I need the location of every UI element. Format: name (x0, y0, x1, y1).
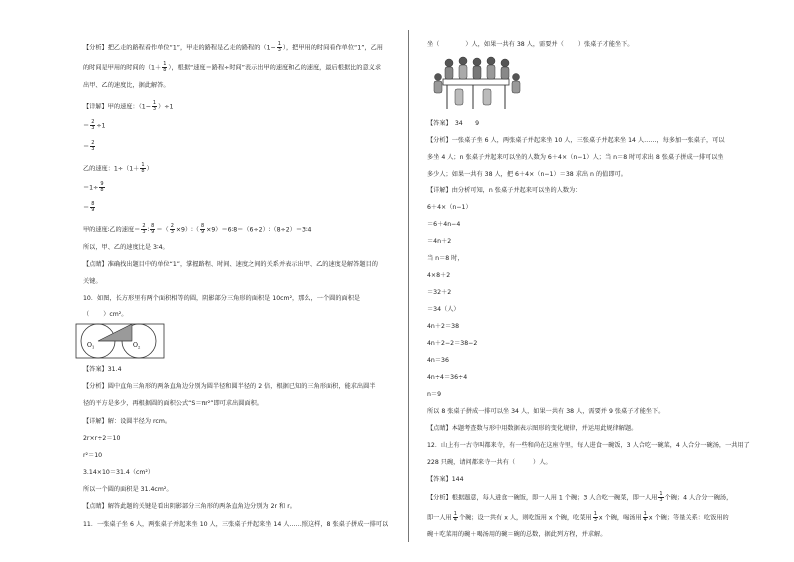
fraction (141, 224, 146, 235)
numerator: 8 (200, 223, 205, 229)
text: ×9）＝6∶8＝（6÷2）∶（8÷2）＝3∶4 (206, 226, 312, 234)
text: ）人，如果一共有 38 人，需要并（ (465, 41, 564, 48)
equation-line: 4n＋2＝38 (427, 323, 460, 330)
person-head (487, 57, 495, 65)
text: 即一人用 (427, 514, 452, 522)
shaded-triangle (98, 324, 132, 341)
text: ＝1÷ (83, 184, 99, 192)
numerator: 1 (163, 61, 167, 67)
numerator: 1 (643, 511, 647, 517)
fraction (140, 163, 145, 174)
denominator: 8 (100, 187, 104, 193)
table-top (443, 79, 509, 85)
text: ），把甲用的时间看作单位“1”，乙用 (282, 44, 383, 52)
text: x 个碗；等量关系：吃饭用的 (648, 514, 729, 522)
text: 【分析】根据题意，每人进食一碗饭，即一人用 1 个碗；3 人合吃一碗菜，即一人用 (427, 494, 658, 502)
equation-line: 4×8＋2 (427, 272, 451, 279)
equation-line: 4n÷4＝36÷4 (427, 374, 468, 381)
question-11-continued (427, 42, 634, 48)
label-o2: $O_2$ (133, 342, 141, 350)
text: ）张桌子才能坐下。 (577, 41, 634, 48)
equation-line: 4n＝36 (427, 357, 449, 364)
detail-line: 【详解】解：设圆半径为 rcm。 (83, 418, 172, 425)
numerator: 9 (100, 181, 104, 187)
fraction (658, 492, 663, 503)
equation-line: ＝4n＋2 (427, 238, 452, 245)
numerator: 1 (659, 491, 663, 497)
text: 228 只碗，请问都来寺一共有（ (427, 459, 516, 466)
denominator: 3 (91, 125, 95, 131)
denominator: 3 (91, 146, 95, 152)
numerator: 2 (91, 119, 95, 125)
text: 【详解】甲的速度：（1− (83, 103, 151, 111)
numerator: 1 (277, 41, 281, 47)
conclusion-line: 所以 8 张桌子拼成一排可以坐 34 人，如果一共有 38 人，需要并 9 张桌子才能坐下。 (427, 408, 665, 415)
numerator: 1 (152, 100, 157, 106)
denominator: 4 (643, 517, 647, 523)
fraction (593, 512, 598, 523)
equation-line (83, 163, 153, 174)
denominator: 3 (152, 106, 157, 112)
equation-line: 当 n＝8 时， (427, 255, 464, 262)
denominator: 3 (659, 497, 663, 503)
numerator: 1 (141, 162, 145, 168)
person-head (435, 74, 442, 81)
text: （ (83, 311, 90, 318)
numerator: 2 (91, 140, 95, 146)
equation-line: n＝9 (427, 391, 442, 398)
text: ÷1 (96, 122, 106, 130)
people-at-tables-illustration (433, 51, 521, 111)
question-11: 11．一张桌子坐 6 人，两张桌子并起来坐 10 人，三张桌子并起来坐 14 人……照这样，8 张桌子拼成一排可以 (83, 521, 389, 528)
equation-line: 3.14×10＝31.4（cm²） (83, 469, 155, 476)
analysis-line: 径的平方是多少，再根据圆的面积公式“S＝πr²”即可求出圆面积。 (83, 400, 263, 407)
numerator: 1 (453, 511, 457, 517)
text: ）cm²。 (103, 311, 128, 318)
person-head (445, 59, 453, 67)
question-12: 12．山上有一古寺叫都来寺，有一些和尚在这座寺里，每人进食一碗饭，3 人合吃一碗菜，4 人合分一碗汤，一共用了 (427, 442, 750, 449)
equation-line: r²＝10 (83, 452, 103, 459)
detail-line: 【详解】由分析可知，n 张桌子并起来可以坐的人数为： (427, 187, 582, 194)
answer-line: 【答案】 34 9 (427, 120, 480, 127)
person-body (459, 65, 467, 79)
analysis-line (427, 512, 729, 523)
fraction (200, 224, 205, 235)
text: ＝ (83, 122, 90, 130)
tip-line: 【点睛】准确找出题目中的单位“1”，掌握路程、时间、速度之间的关系并表示出甲、乙的速度是解答题目的 (83, 261, 378, 268)
question-10: 10．如图，长方形里有两个面积相等的圆，阴影部分三角形的面积是 10cm²，那么，一个圆的面积是 (83, 295, 361, 302)
text: ×9）∶（ (175, 226, 199, 234)
person-body (487, 65, 495, 79)
text: ＝ (83, 143, 90, 151)
text: 个碗；设一共有 x 人，则吃饭用 x 个碗，吃菜用 (458, 514, 592, 522)
person-head (501, 59, 509, 67)
equation-line (83, 120, 106, 131)
text: 的时间是甲用的时间的（1＋ (83, 64, 162, 72)
analysis-line: 出甲、乙的速度比，据此解答。 (83, 82, 170, 89)
denominator: 3 (170, 229, 174, 235)
person-body (501, 67, 509, 79)
text: 乙的速度：1÷（1＋ (83, 165, 140, 173)
person-body (473, 66, 481, 79)
label-o1: $O_1$ (87, 342, 95, 350)
tip-line: 【点睛】本题考查数与形中用数据表示图形的变化规律，并运用此规律解题。 (427, 425, 638, 432)
text: ∶ (147, 226, 150, 234)
text: 个碗；4 人合分一碗汤， (664, 494, 733, 502)
denominator: 3 (277, 47, 281, 53)
text: 坐（ (427, 41, 440, 48)
text: 【分析】把乙走的路程看作单位“1”，甲走的路程是乙走的路程的（1− (83, 44, 276, 52)
denominator: 9 (200, 229, 205, 235)
analysis-line: 多少人；如果一共有 38 人，把 6＋4×（n−1）＝38 求出 n 的值即可。 (427, 171, 627, 178)
fraction (90, 202, 95, 213)
analysis-line: 【分析】一张桌子坐 6 人，两张桌子并起来坐 10 人，三张桌子并起来坐 14 人……，每多加一张桌子，可以 (427, 137, 725, 144)
analysis-line (427, 492, 732, 503)
numerator: 8 (91, 201, 95, 207)
text: ＝ (83, 204, 90, 212)
denominator: 3 (593, 517, 597, 523)
answer-line: 【答案】144 (427, 476, 464, 483)
analysis-line: 碗＋吃菜用的碗＋喝汤用的碗＝碗的总数，据此列方程，并求解。 (427, 531, 607, 538)
person-body (483, 89, 491, 105)
equation-line: 4n＋2−2＝38−2 (427, 340, 478, 347)
person-body (445, 67, 453, 79)
two-circles-figure (75, 323, 167, 361)
text: ），根据“速度＝路程÷时间”表示出甲的速度和乙的速度，最后根据比的意义求 (168, 64, 382, 72)
text: ） (146, 165, 153, 173)
question-12-continued (427, 460, 552, 466)
tip-line: 关键。 (83, 278, 102, 285)
text: 甲的速度∶乙的速度＝ (83, 226, 141, 234)
text: ）÷1 (158, 103, 174, 111)
person-body (512, 81, 520, 93)
text: x 个碗，喝汤用 (598, 514, 642, 522)
equation-line: ＝32＋2 (427, 289, 452, 296)
fraction (170, 224, 175, 235)
person-head (513, 74, 520, 81)
analysis-line (83, 62, 381, 73)
fraction (99, 182, 104, 193)
denominator: 3 (142, 229, 146, 235)
equation-line: 6＋4×（n−1） (427, 204, 472, 211)
text: ＝（ (156, 226, 169, 234)
fraction (162, 62, 167, 73)
equation-line: ＝34（人） (427, 306, 460, 313)
person-body (455, 89, 463, 105)
fraction (453, 512, 458, 523)
fraction (152, 101, 157, 112)
conclusion-line: 所以一个圆的面积是 31.4cm²。 (83, 486, 173, 493)
fraction (90, 120, 95, 131)
equation-line (83, 141, 96, 152)
equation-line (83, 182, 106, 193)
denominator: 8 (141, 168, 145, 174)
column-divider (408, 30, 409, 542)
fraction (90, 141, 95, 152)
analysis-line (83, 42, 383, 53)
numerator: 8 (151, 223, 155, 229)
detail-line (83, 101, 173, 112)
denominator: 8 (163, 67, 167, 73)
person-head (459, 57, 467, 65)
answer-line: 【答案】31.4 (83, 366, 122, 373)
equation-line: ＝6＋4n−4 (427, 221, 461, 228)
fraction (147, 223, 155, 235)
tip-line: 【点睛】解答此题的关键是看出阴影部分三角形的两条直角边分别为 2r 和 r。 (83, 503, 296, 510)
fraction (277, 42, 282, 53)
answer-blank-line (83, 312, 127, 318)
numerator: 2 (142, 223, 146, 229)
analysis-line: 【分析】圆中直角三角形的两条直角边分别为圆半径和圆半径的 2 倍，根据已知的三角形面积，能求出圆半 (83, 383, 376, 390)
equation-line (83, 224, 312, 235)
text: ）人。 (533, 459, 552, 466)
denominator: 9 (91, 207, 95, 213)
numerator: 2 (170, 223, 174, 229)
denominator: 4 (453, 517, 457, 523)
equation-line: 2r×r÷2＝10 (83, 435, 121, 442)
denominator: 9 (151, 229, 155, 235)
numerator: 1 (593, 511, 597, 517)
person-head (473, 58, 481, 66)
conclusion-line: 所以，甲、乙的速度比是 3∶4。 (83, 244, 169, 251)
fraction (643, 512, 648, 523)
analysis-line: 多坐 4 人；n 张桌子并起来可以坐的人数为 6＋4×（n−1）人；当 n＝8 时可求出 8 张桌子拼成一排可以坐 (427, 154, 724, 161)
equation-line (83, 202, 96, 213)
person-body (434, 81, 442, 93)
